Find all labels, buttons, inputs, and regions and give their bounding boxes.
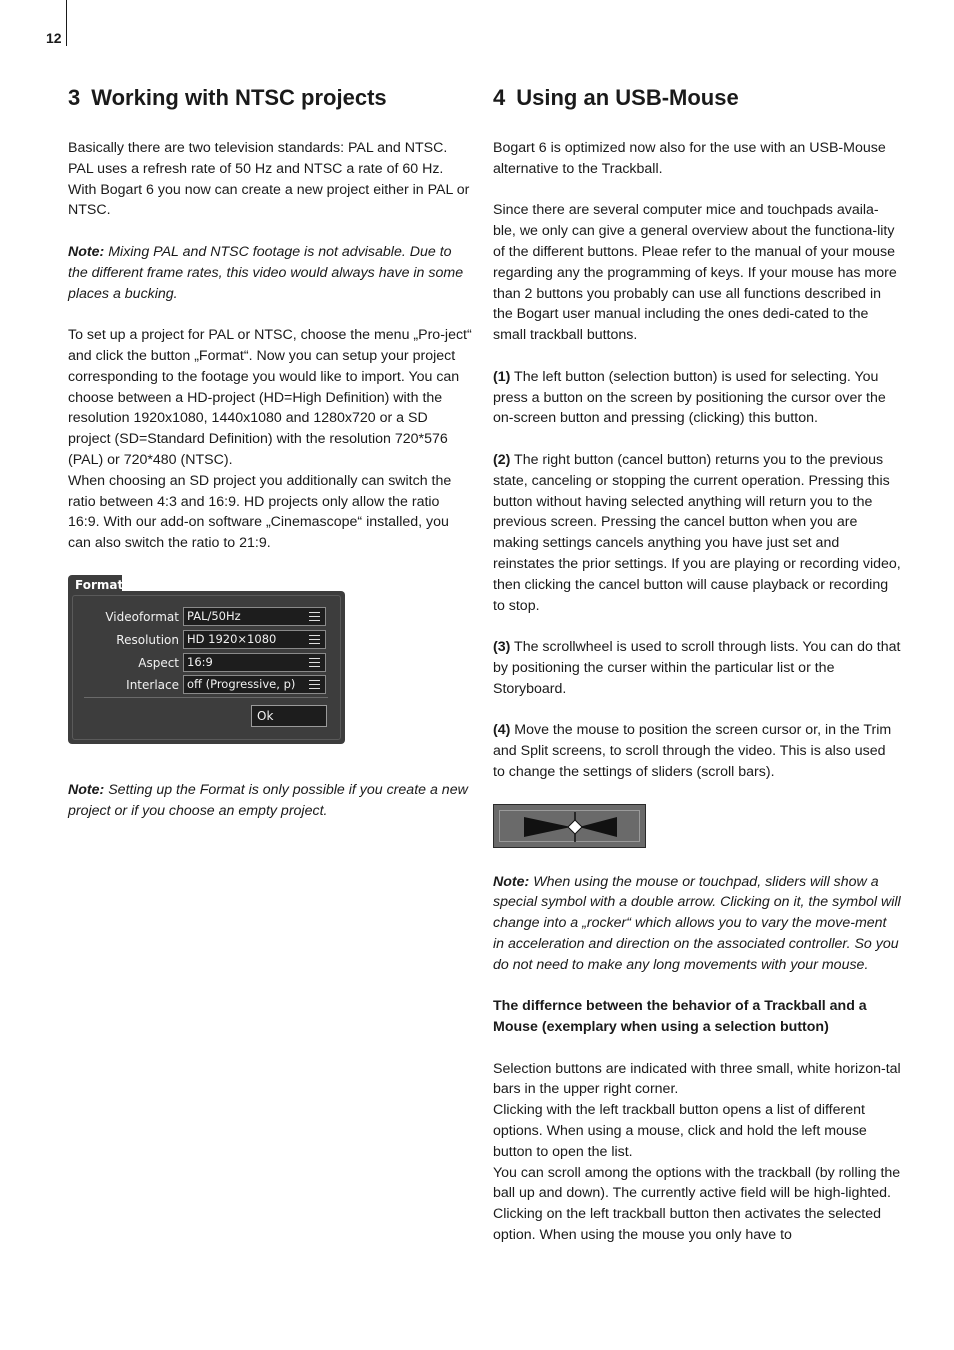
- item-text: The left button (selection button) is used for selecting. You press a button on the screen by positioning the cursor over the on-screen button and pressing (clicking) this button.: [493, 368, 886, 427]
- note-text: Mixing PAL and NTSC footage is not advisable. Due to the different frame rates, this video would always have in some places a bucking.: [68, 243, 464, 302]
- right-column: [493, 84, 901, 1246]
- note-label: Note:: [68, 243, 105, 260]
- format-dialog-screenshot: [68, 575, 345, 746]
- paragraph: Clicking with the left trackball button opens a list of different options. When using a mouse, click and hold the left mouse button to open the list.: [493, 1102, 867, 1160]
- slider-rocker-screenshot: [493, 804, 646, 848]
- slider-track: [499, 810, 640, 842]
- menu-icon: [309, 635, 320, 644]
- section-4-heading: [493, 84, 901, 112]
- note-paragraph: [68, 242, 472, 304]
- note-label: Note:: [493, 873, 530, 890]
- interlace-label: Interlace: [126, 677, 179, 692]
- item-text: The scrollwheel is used to scroll through lists. You can do that by positioning the curser within the particular list or the Storyboard.: [493, 639, 901, 697]
- item-number: (1): [493, 368, 511, 385]
- note-text: When using the mouse or touchpad, sliders will show a special symbol with a double arrow. Clicking on it, the symbol will change into a „rocker“ which allows you to vary the move-ment in acceleration and direction on the associated controller. So you do not need to make any long movements with your mouse.: [493, 873, 901, 973]
- note-label: Note:: [68, 781, 105, 798]
- aspect-select[interactable]: [183, 653, 326, 672]
- interlace-row: [68, 675, 333, 695]
- menu-icon: [309, 680, 320, 689]
- menu-icon: [309, 658, 320, 667]
- section-number: 4: [493, 85, 506, 110]
- resolution-row: [68, 630, 333, 650]
- item-text: Move the mouse to position the screen cursor or, in the Trim and Split screens, to scroll through the video. This is also used to change the settings of sliders (scroll bars).: [493, 722, 892, 780]
- resolution-select[interactable]: [183, 630, 326, 649]
- paragraph: To set up a project for PAL or NTSC, choose the menu „Pro-ject“ and click the button „Format“. Now you can setup your project corresponding to the footage you would like to import. You can choose between a HD-project (HD=High Definition) with the resolution 1920x1080, 1440x1080 and 1280x720 or a SD project (SD=Standard Definition) with the resolution 720*576 (PAL) or 720*480 (NTSC).: [68, 327, 472, 468]
- videoformat-value: PAL/50Hz: [187, 608, 241, 623]
- page-rule: [66, 0, 67, 46]
- item-number: (4): [493, 722, 511, 739]
- paragraph: When choosing an SD project you additionally can switch the ratio between 4:3 and 16:9. HD projects only allow the ratio 16:9. With our add-on software „Cinemascope“ installed, you can also switch the ratio to 21:9.: [68, 472, 452, 552]
- aspect-label: Aspect: [138, 655, 179, 670]
- list-item: [493, 637, 901, 699]
- paragraph: Since there are several computer mice and touchpads availa-ble, we only can give a general overview about the functiona-lity of the different buttons. Pleae refer to the manual of your mouse regarding any the programming of keys. If your mouse has more than 2 buttons you probably can use all functions described in the Bogart user manual including the ones dedi-cated to the small trackball buttons.: [493, 202, 897, 344]
- ok-button[interactable]: Ok: [251, 705, 327, 727]
- section-title: Using an USB-Mouse: [516, 85, 739, 110]
- note-text: Setting up the Format is only possible if you create a new project or if you choose an empty project.: [68, 781, 468, 819]
- subheading: The differnce between the behavior of a Trackball and a Mouse (exemplary when using a selection button): [493, 998, 867, 1036]
- item-text: The right button (cancel button) returns you to the previous state, canceling or stopping the current operation. Pressing this button without having selected anything will return you to the previous screen. Pressing the cancel button when you are making settings cancels anything you have just set and reinstates the prior settings. If you are playing or recording video, then clicking the cancel button will cause playback or recording to stop.: [493, 451, 901, 614]
- note-paragraph: [493, 872, 901, 976]
- left-column: [68, 84, 472, 842]
- videoformat-select[interactable]: [183, 607, 326, 626]
- resolution-label: Resolution: [116, 632, 179, 647]
- interlace-select[interactable]: [183, 675, 326, 694]
- list-item: [493, 367, 901, 429]
- paragraph: Basically there are two television standards: PAL and NTSC. PAL uses a refresh rate of 50 Hz and NTSC a rate of 60 Hz. With Bogart 6 you now can create a new project either in PAL or NTSC.: [68, 140, 470, 219]
- item-number: (2): [493, 451, 511, 468]
- double-arrow-icon: [500, 811, 641, 843]
- paragraph: Bogart 6 is optimized now also for the use with an USB-Mouse alternative to the Trackball.: [493, 140, 886, 177]
- section-title: Working with NTSC projects: [91, 85, 387, 110]
- videoformat-row: [68, 607, 333, 627]
- aspect-row: [68, 653, 333, 673]
- paragraph: Selection buttons are indicated with three small, white horizon-tal bars in the upper right corner.: [493, 1060, 901, 1098]
- aspect-value: 16:9: [187, 654, 213, 669]
- note-paragraph: [68, 780, 472, 822]
- page-number: 12: [46, 30, 62, 46]
- resolution-value: HD 1920×1080: [187, 631, 277, 646]
- section-number: 3: [68, 85, 81, 110]
- menu-icon: [309, 612, 320, 621]
- list-item: [493, 720, 901, 782]
- paragraph: You can scroll among the options with the trackball (by rolling the ball up and down). The currently active field will be high-lighted. Clicking on the left trackball button then activates the selected option. When using the mouse you only have to: [493, 1164, 901, 1244]
- dialog-divider: [84, 697, 328, 698]
- item-number: (3): [493, 639, 511, 656]
- format-dialog-tab: Format: [68, 575, 122, 595]
- videoformat-label: Videoformat: [105, 609, 179, 624]
- interlace-value: off (Progressive, p): [187, 676, 296, 691]
- list-item: [493, 450, 901, 616]
- section-3-heading: [68, 84, 472, 112]
